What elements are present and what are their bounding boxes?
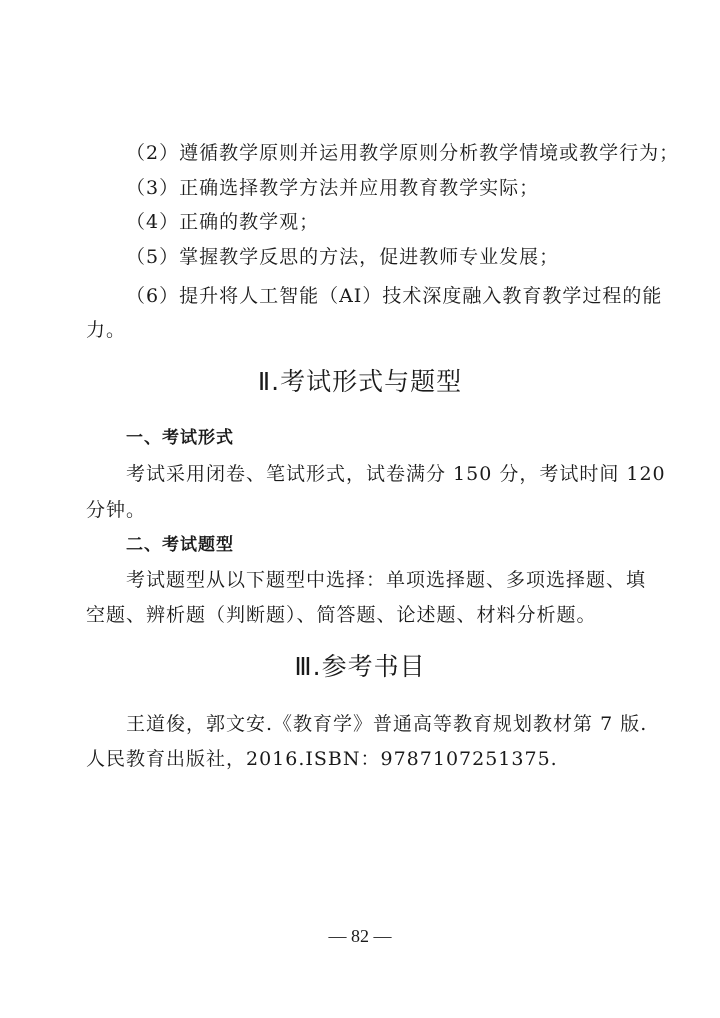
section-title-exam-format: Ⅱ.考试形式与题型 xyxy=(257,367,463,396)
exam-types-text-continuation: 空题、辨析题（判断题）、简答题、论述题、材料分析题。 xyxy=(86,604,597,626)
page-number: — 82 — xyxy=(328,926,392,946)
objective-item-6-continuation: 力。 xyxy=(86,319,127,341)
subheading-exam-types: 二、考试题型 xyxy=(126,535,234,555)
exam-form-text: 考试采用闭卷、笔试形式，试卷满分 150 分，考试时间 120 xyxy=(126,463,666,485)
subheading-exam-form: 一、考试形式 xyxy=(126,428,234,448)
objective-item-3: （3）正确选择教学方法并应用教育教学实际； xyxy=(126,177,540,199)
objective-item-5: （5）掌握教学反思的方法，促进教师专业发展； xyxy=(126,246,560,268)
section-title-references: Ⅲ.参考书目 xyxy=(294,652,426,681)
exam-form-text-continuation: 分钟。 xyxy=(86,499,147,521)
reference-text-continuation: 人民教育出版社，2016.ISBN：9787107251375. xyxy=(86,748,558,770)
objective-item-6: （6）提升将人工智能（AI）技术深度融入教育教学过程的能 xyxy=(126,285,663,307)
objective-item-2: （2）遵循教学原则并运用教学原则分析教学情境或教学行为； xyxy=(126,142,680,164)
exam-types-text: 考试题型从以下题型中选择：单项选择题、多项选择题、填 xyxy=(126,569,647,591)
objective-item-4: （4）正确的教学观； xyxy=(126,211,320,233)
reference-text: 王道俊，郭文安.《教育学》普通高等教育规划教材第 7 版. xyxy=(126,713,648,735)
